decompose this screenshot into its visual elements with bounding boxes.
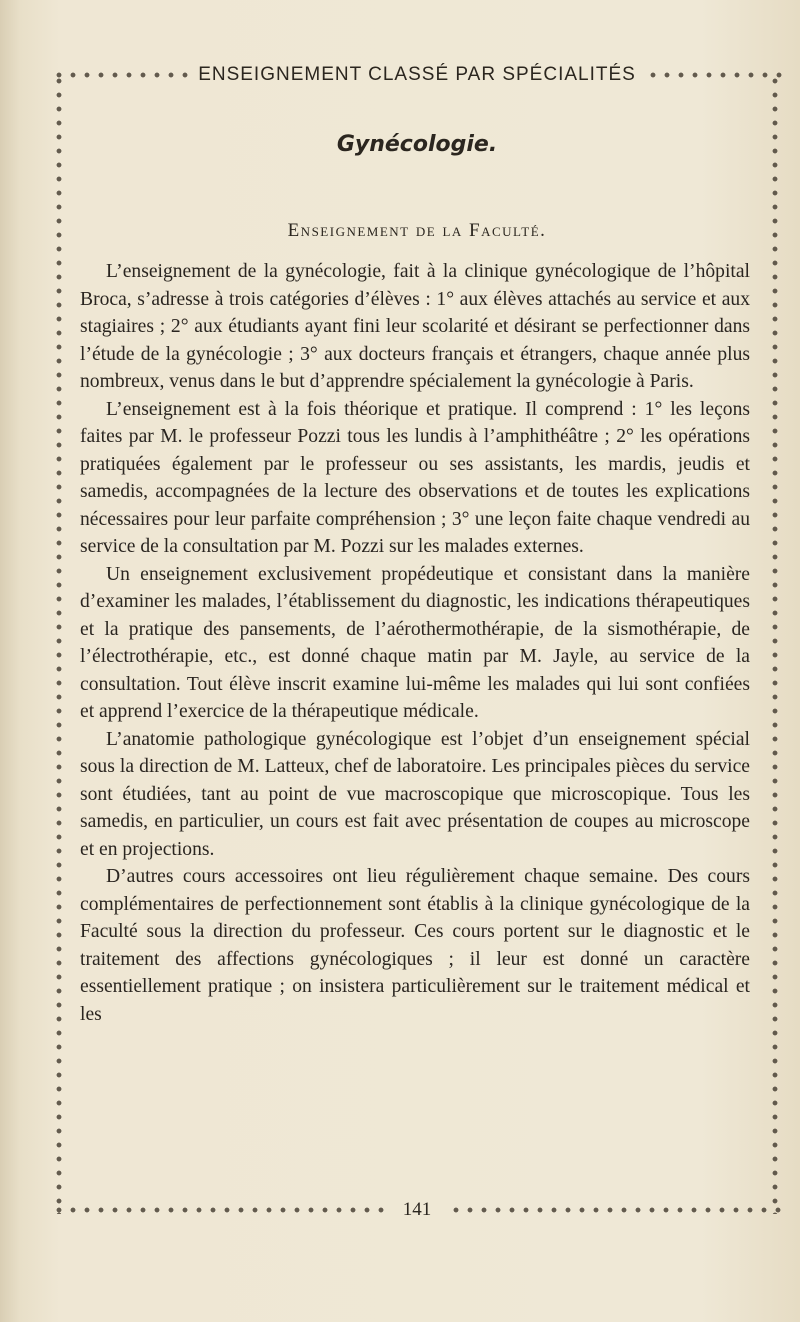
running-title: ENSEIGNEMENT CLASSÉ PAR SPÉCIALITÉS xyxy=(198,64,636,85)
page-footer xyxy=(52,1200,782,1220)
paragraph-2: L’enseignement est à la fois théorique et pratique. Il comprend : 1° les leçons faites par M. le professeur Pozzi tous les lundis à l’amphithéâtre ; 2° les opérations pratiquées également par le professeur ou ses assistants, les mardis, jeudis et samedis, accompagnées de la lecture des observations et de toutes les explications nécessaires pour leur parfaite compréhension ; 3° une leçon faite chaque vendredi au service de la consultation par M. Pozzi sur les malades externes. xyxy=(80,398,750,557)
ornamental-frame xyxy=(52,60,782,1220)
ornament-left xyxy=(52,68,188,82)
left-ornament-border xyxy=(52,74,66,1214)
right-ornament-border xyxy=(768,74,782,1214)
footer-ornament-right xyxy=(449,1203,782,1217)
subsection-title: Enseignement de la Faculté. xyxy=(287,220,547,241)
body-text xyxy=(80,258,750,1028)
paragraph-1: L’enseignement de la gynécologie, fait à la clinique gynécologique de l’hôpital Broca, s’adresse à trois catégories d’élèves : 1° aux élèves attachés au service et aux stagiaires ; 2° aux étudiants ayant fini leur scolarité et désirant se perfectionner dans l’étude de la gynécologie ; 3° aux docteurs français et étrangers, chaque année plus nombreux, venus dans le but d’apprendre spécialement la gynécologie à Paris. xyxy=(80,261,750,392)
ornament-right xyxy=(646,68,782,82)
page-number: 141 xyxy=(402,1199,432,1220)
paragraph-3: Un enseignement exclusivement propédeutique et consistant dans la manière d’examiner les malades, l’établissement du diagnostic, les indications thérapeutiques et la pratique des pansements, de l’aérothermothérapie, de la sismothérapie, de l’électrothérapie, etc., est donné chaque matin par M. Jayle, au service de la consultation. Tout élève inscrit examine lui-même les malades qui lui sont confiées et apprend l’exercice de la thérapeutique médicale. xyxy=(80,563,750,722)
footer-ornament-left xyxy=(52,1203,385,1217)
section-title: Gynécologie. xyxy=(336,132,498,157)
paragraph-5: D’autres cours accessoires ont lieu régulièrement chaque semaine. Des cours complémentaires de perfectionnement sont établis à la clinique gynécologique de la Faculté sous la direction du professeur. Ces cours portent sur le diagnostic et le traitement des affections gynécologiques ; il leur est donné un caractère essentiellement pratique ; on insistera particulièrement sur le traitement médical et les xyxy=(80,866,750,1025)
running-head xyxy=(52,60,782,90)
paragraph-4: L’anatomie pathologique gynécologique est l’objet d’un enseignement spécial sous la direction de M. Latteux, chef de laboratoire. Les principales pièces du service sont étudiées, tant au point de vue macroscopique que microscopique. Tous les samedis, en particulier, un cours est fait avec présentation de coupes au microscope et en projections. xyxy=(80,728,750,860)
